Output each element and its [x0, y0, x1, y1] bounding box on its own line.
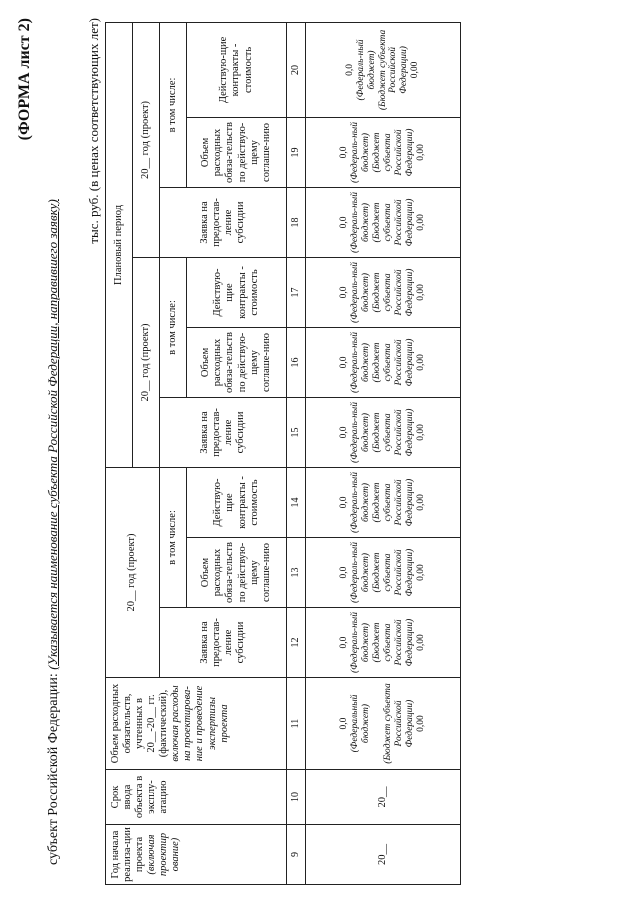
- subject-label: субъект Российской Федерации:: [46, 673, 61, 865]
- table-row: [306, 22, 461, 884]
- form-label: (ФОРМА лист 2): [16, 18, 33, 141]
- col-num-11: 11: [287, 678, 306, 770]
- col-num-17: 17: [287, 257, 306, 327]
- cell-12: 0,0 (Федераль-ный бюджет) (Бюджет субъекта Российской Федерации) 0,00: [306, 608, 461, 678]
- header-including-2: в том числе:: [160, 257, 187, 397]
- col-num-13: 13: [287, 538, 306, 608]
- cell-14: 0,0 (Федераль-ный бюджет) (Бюджет субъекта Российской Федерации) 0,00: [306, 467, 461, 537]
- header-subsidy-request-12: Заявка на предостав-ление субсидии: [160, 608, 287, 678]
- header-including-3: в том числе:: [160, 22, 187, 187]
- header-obligations-13: Объем расходных обяза-тельств по действую-щему соглаше-нию: [187, 538, 287, 608]
- header-contracts-14: Действую-щие контракты - стоимость: [187, 467, 287, 537]
- subject-line: [45, 199, 62, 865]
- subject-hint: (Указывается наименование субъекта Российской Федерации, направившего заявку): [45, 199, 60, 670]
- cell-13: 0,0 (Федераль-ный бюджет) (Бюджет субъекта Российской Федерации) 0,00: [306, 538, 461, 608]
- header-col11: [106, 678, 287, 770]
- units-label: тыс. руб. (в ценах соответствующих лет): [86, 18, 101, 244]
- col-num-9: 9: [287, 825, 306, 885]
- header-obligations-16: Объем расходных обяза-тельств по действую-щему соглаше-нию: [187, 327, 287, 397]
- header-col10: Срок ввода объекта в эксплу-атацию: [106, 770, 287, 825]
- cell-year-start: 20__: [306, 825, 461, 885]
- cell-15: 0,0 (Федераль-ный бюджет) (Бюджет субъекта Российской Федерации) 0,00: [306, 397, 461, 467]
- col-num-18: 18: [287, 187, 306, 257]
- header-col11-note: включая расходы на проектирова-ние и проведение экспертизы проекта: [170, 685, 230, 762]
- header-contracts-20: Действую-щие контракты - стоимость: [187, 22, 287, 117]
- header-col11-text: Объем расходных обязательств, учтенных в 20__-20__ гг. (фактический),: [110, 683, 170, 764]
- cell-19: 0,0 (Федераль-ный бюджет) (Бюджет субъекта Российской Федерации) 0,00: [306, 117, 461, 187]
- cell-20: 0,0 (Федераль-ный бюджет) (Бюджет субъекта Российской Федерации) 0,00: [306, 22, 461, 117]
- header-subsidy-request-15: Заявка на предостав-ление субсидии: [160, 397, 287, 467]
- header-col9: [106, 825, 287, 885]
- col-num-14: 14: [287, 467, 306, 537]
- cell-16: 0,0 (Федераль-ный бюджет) (Бюджет субъекта Российской Федерации) 0,00: [306, 327, 461, 397]
- header-including-1: в том числе:: [160, 467, 187, 607]
- header-year-proj-1: 20__ год (проект): [106, 467, 160, 677]
- col-num-10: 10: [287, 770, 306, 825]
- header-planning-period: Плановый период: [106, 22, 133, 467]
- header-obligations-19: Объем расходных обяза-тельств по действую-щему соглаше-нию: [187, 117, 287, 187]
- col-num-15: 15: [287, 397, 306, 467]
- cell-17: 0,0 (Федераль-ный бюджет) (Бюджет субъекта Российской Федерации) 0,00: [306, 257, 461, 327]
- cell-11: 0,0 (Федеральный бюджет) (Бюджет субъекта Российской Федерации) 0,00: [306, 678, 461, 770]
- header-contracts-17: Действую-щие контракты - стоимость: [187, 257, 287, 327]
- header-col9-note: (включая проектир ование): [146, 832, 182, 877]
- header-year-proj-2: 20__ год (проект): [133, 257, 160, 467]
- col-num-19: 19: [287, 117, 306, 187]
- header-col9-text: Год начала реализа-ции проекта: [110, 827, 146, 882]
- col-num-16: 16: [287, 327, 306, 397]
- cell-commission: 20__: [306, 770, 461, 825]
- column-number-row: [287, 22, 306, 884]
- cell-18: 0,0 (Федераль-ный бюджет) (Бюджет субъекта Российской Федерации) 0,00: [306, 187, 461, 257]
- header-subsidy-request-18: Заявка на предостав-ление субсидии: [160, 187, 287, 257]
- budget-table: [105, 22, 461, 885]
- col-num-12: 12: [287, 608, 306, 678]
- col-num-20: 20: [287, 22, 306, 117]
- header-year-proj-3: 20__ год (проект): [133, 22, 160, 257]
